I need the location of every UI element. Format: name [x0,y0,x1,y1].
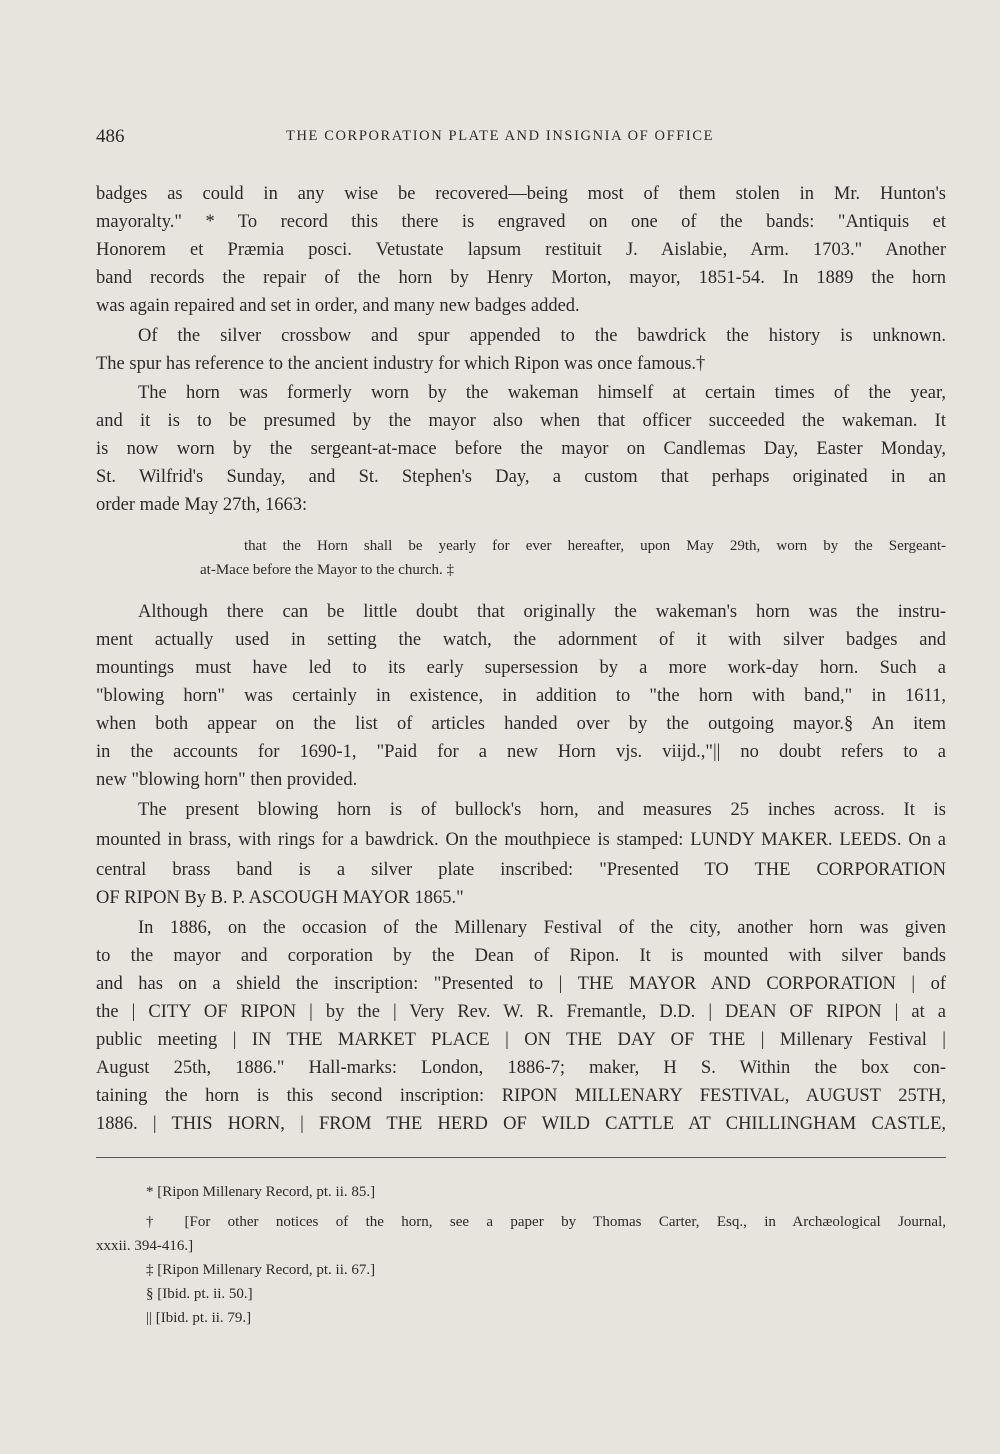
quote-line: that the Horn shall be yearly for ever hereafter, upon May 29th, worn by the Sergeant- [244,538,946,554]
body-line: mayoralty." * To record this there is engraved on one of the bands: "Antiquis et [96,212,946,232]
body-line: new "blowing horn" then provided. [96,770,358,790]
body-line: in the accounts for 1690-1, "Paid for a new Horn vjs. viijd.,"|| no doubt refers to a [96,742,946,762]
body-line: was again repaired and set in order, and many new badges added. [96,296,580,316]
body-line: ment actually used in setting the watch, the adornment of it with silver badges and [96,630,946,650]
body-line: "blowing horn" was certainly in existence, in addition to "the horn with band," in 1611, [96,686,946,706]
body-line: The spur has reference to the ancient industry for which Ripon was once famous.† [96,354,706,374]
body-line: and it is to be presumed by the mayor also when that officer succeeded the wakeman. It [96,411,946,431]
body-line: order made May 27th, 1663: [96,495,308,515]
body-line: August 25th, 1886." Hall-marks: London, 1886-7; maker, H S. Within the box con- [96,1058,946,1078]
body-line: is now worn by the sergeant-at-mace before the mayor on Candlemas Day, Easter Monday, [96,439,946,459]
footnote-rule [96,1157,946,1158]
body-line: In 1886, on the occasion of the Millenary Festival of the city, another horn was given [138,918,946,938]
body-line: mountings must have led to its early supersession by a more work-day horn. Such a [96,658,946,678]
page-number: 486 [96,126,125,147]
body-line: the | CITY OF RIPON | by the | Very Rev. W. R. Fremantle, D.D. | DEAN OF RIPON | at a [96,1002,946,1022]
body-line: central brass band is a silver plate inscribed: "Presented TO THE CORPORATION [96,860,946,880]
footnote: || [Ibid. pt. ii. 79.] [146,1310,252,1326]
footnote: * [Ripon Millenary Record, pt. ii. 85.] [146,1184,376,1200]
body-line: 1886. | THIS HORN, | FROM THE HERD OF WILD CATTLE AT CHILLINGHAM CASTLE, [96,1114,946,1134]
running-title: THE CORPORATION PLATE AND INSIGNIA OF OFFICE [286,128,715,144]
footnote: § [Ibid. pt. ii. 50.] [146,1286,253,1302]
footnote: ‡ [Ripon Millenary Record, pt. ii. 67.] [146,1262,376,1278]
body-line: and has on a shield the inscription: "Presented to | THE MAYOR AND CORPORATION | of [96,974,946,994]
body-line: Honorem et Præmia posci. Vetustate lapsum restituit J. Aislabie, Arm. 1703." Another [96,240,946,260]
body-line: when both appear on the list of articles handed over by the outgoing mayor.§ An item [96,714,946,734]
body-line: Of the silver crossbow and spur appended to the bawdrick the history is unknown. [138,326,946,346]
body-line: taining the horn is this second inscription: RIPON MILLENARY FESTIVAL, AUGUST 25TH, [96,1086,946,1106]
body-line: The horn was formerly worn by the wakeman himself at certain times of the year, [138,383,946,403]
body-line: badges as could in any wise be recovered—being most of them stolen in Mr. Hunton's [96,184,946,204]
body-line: to the mayor and corporation by the Dean of Ripon. It is mounted with silver bands [96,946,946,966]
body-line: Although there can be little doubt that originally the wakeman's horn was the instru- [138,602,946,622]
body-line: mounted in brass, with rings for a bawdrick. On the mouthpiece is stamped: LUNDY MAKER. LEEDS. On a [96,830,946,850]
body-line: St. Wilfrid's Sunday, and St. Stephen's Day, a custom that perhaps originated in an [96,467,946,487]
body-line: band records the repair of the horn by Henry Morton, mayor, 1851-54. In 1889 the horn [96,268,946,288]
quote-line: at-Mace before the Mayor to the church. ‡ [200,562,455,578]
body-line: public meeting | IN THE MARKET PLACE | ON THE DAY OF THE | Millenary Festival | [96,1030,946,1050]
running-head [96,126,946,150]
body-line: The present blowing horn is of bullock's horn, and measures 25 inches across. It is [138,800,946,820]
footnote: † [For other notices of the horn, see a paper by Thomas Carter, Esq., in Archæological Journal, [146,1214,946,1230]
body-line: OF RIPON By B. P. ASCOUGH MAYOR 1865." [96,888,464,908]
footnote: xxxii. 394-416.] [96,1238,194,1254]
